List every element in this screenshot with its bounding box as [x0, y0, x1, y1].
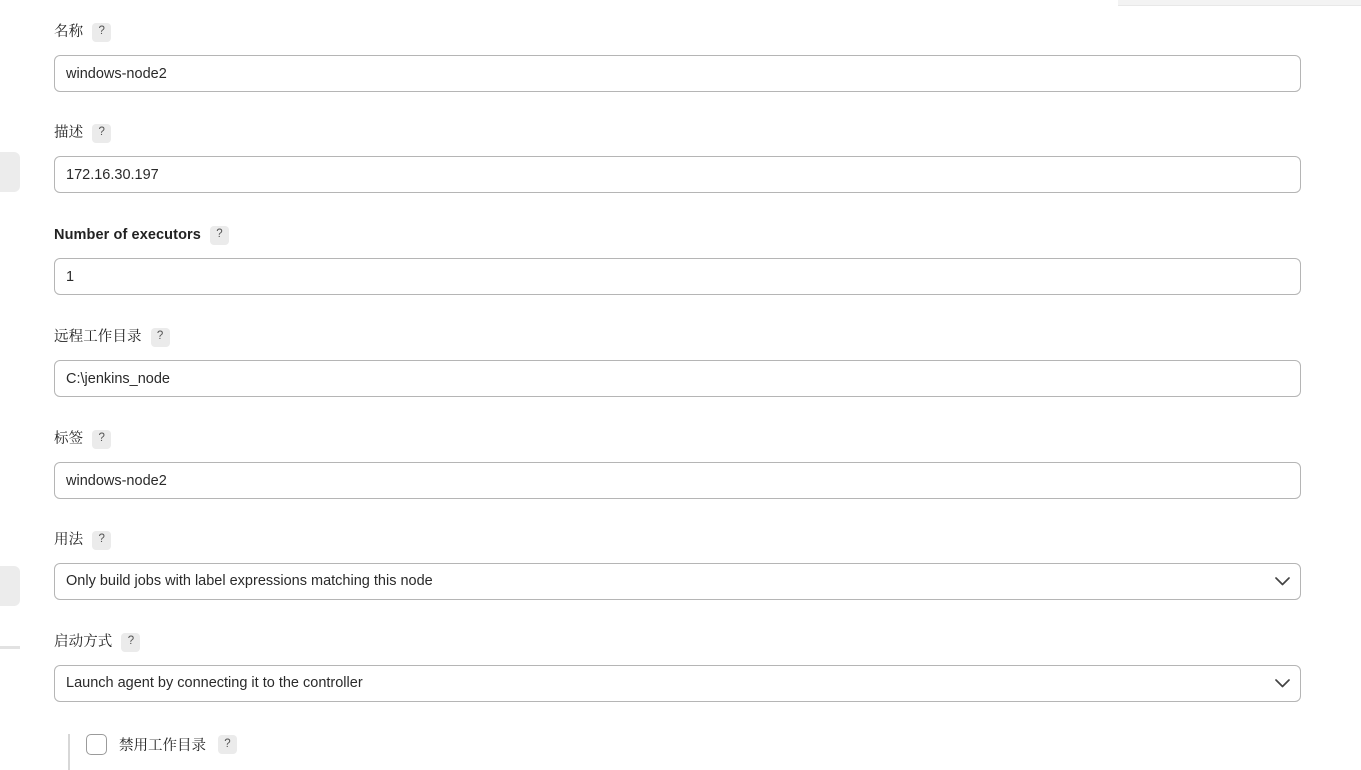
help-icon[interactable]: ? [92, 531, 111, 550]
node-name-input[interactable] [54, 55, 1301, 92]
label-usage: 用法 [54, 532, 84, 548]
checkbox-row-disable-work-directory[interactable] [86, 734, 754, 755]
field-usage [54, 530, 1301, 600]
help-icon[interactable]: ? [210, 226, 229, 245]
field-labels [54, 429, 1301, 499]
left-edge-nub-top[interactable] [0, 152, 20, 192]
help-icon[interactable]: ? [92, 23, 111, 42]
label-number-of-executors: Number of executors [54, 227, 201, 243]
label-row-node-name [54, 22, 1301, 42]
label-row-node-description [54, 123, 1301, 143]
field-number-of-executors [54, 225, 1301, 295]
help-icon[interactable]: ? [218, 735, 237, 754]
help-icon[interactable]: ? [121, 633, 140, 652]
left-edge-divider [0, 646, 20, 649]
remote-root-directory-input[interactable] [54, 360, 1301, 397]
label-remote-root-directory: 远程工作目录 [54, 329, 142, 345]
usage-select-value[interactable]: Only build jobs with label expressions matching this node [54, 563, 1301, 600]
help-icon[interactable]: ? [92, 430, 111, 449]
usage-select[interactable] [54, 563, 1301, 600]
label-launch-method: 启动方式 [54, 634, 113, 650]
label-row-labels [54, 429, 1301, 449]
field-node-description [54, 123, 1301, 193]
label-node-description: 描述 [54, 125, 84, 141]
label-disable-work-directory: 禁用工作目录 [119, 738, 206, 754]
label-row-usage [54, 530, 1301, 550]
field-node-name [54, 22, 1301, 92]
label-node-name: 名称 [54, 24, 84, 40]
label-row-remote-root-directory [54, 327, 1301, 347]
number-of-executors-input[interactable] [54, 258, 1301, 295]
launch-method-select-value[interactable]: Launch agent by connecting it to the controller [54, 665, 1301, 702]
label-row-launch-method [54, 632, 1301, 652]
launch-method-select[interactable] [54, 665, 1301, 702]
label-row-number-of-executors [54, 225, 1301, 245]
help-icon[interactable]: ? [151, 328, 170, 347]
top-panel-sliver [1118, 0, 1361, 6]
field-launch-method [54, 632, 1301, 702]
node-description-input[interactable] [54, 156, 1301, 193]
help-icon[interactable]: ? [92, 124, 111, 143]
left-edge-nub-middle[interactable] [0, 566, 20, 606]
launch-method-options [54, 734, 754, 755]
disable-work-directory-checkbox[interactable] [86, 734, 107, 755]
label-labels: 标签 [54, 431, 84, 447]
field-remote-root-directory [54, 327, 1301, 397]
labels-input[interactable] [54, 462, 1301, 499]
